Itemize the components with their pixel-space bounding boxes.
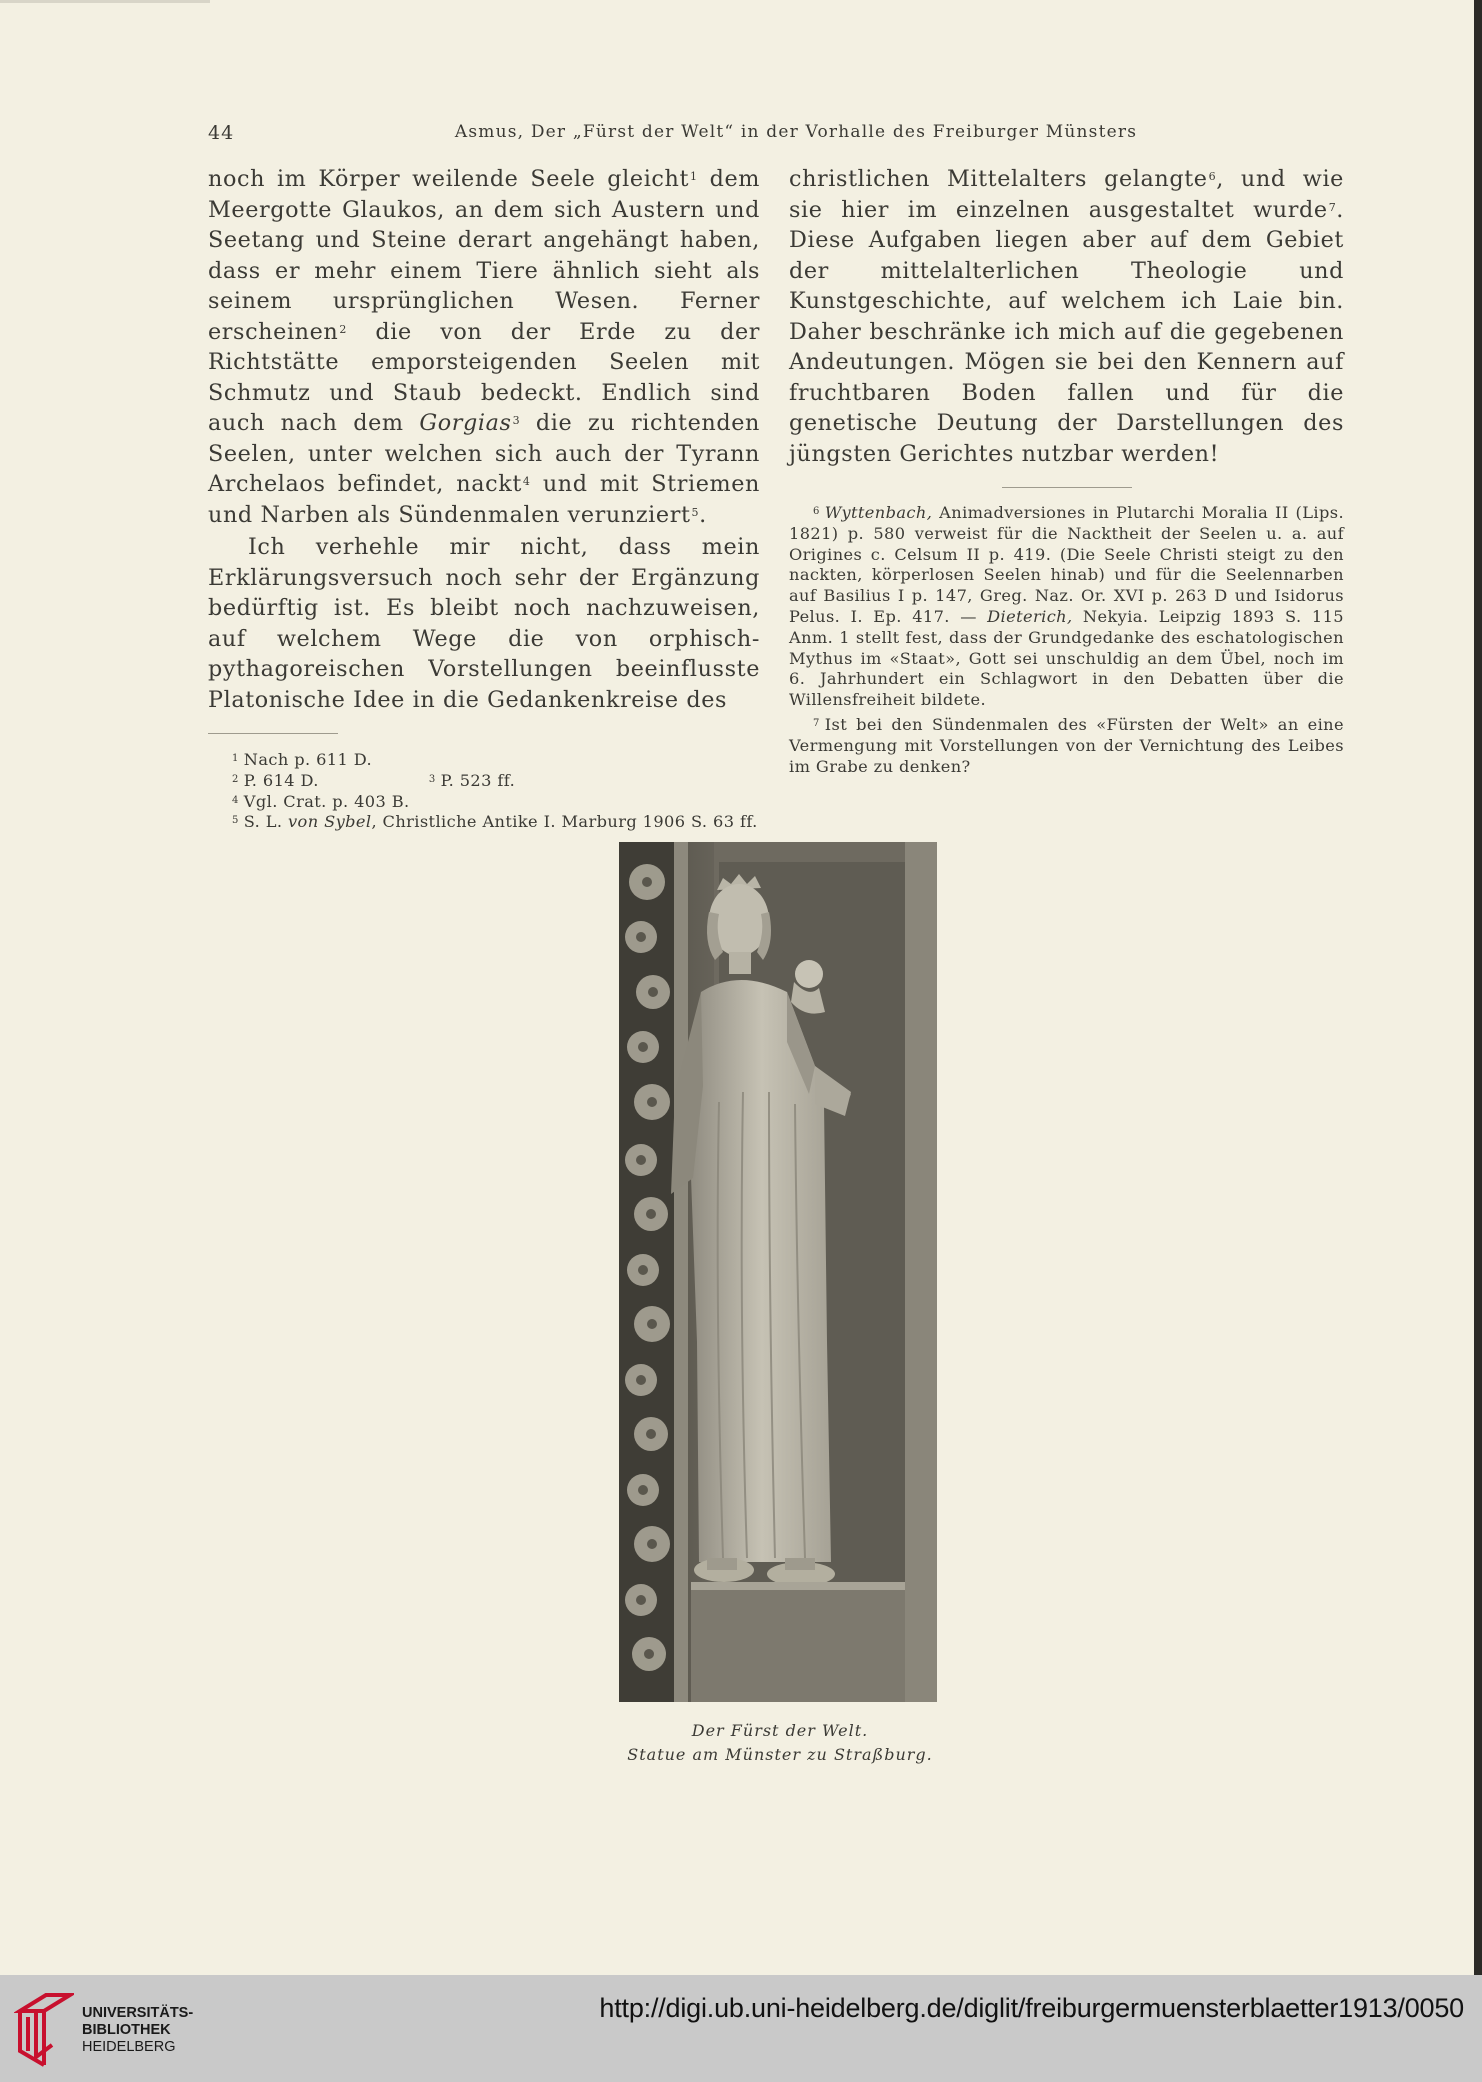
scan-top-line [0,0,210,3]
right-column [789,164,1344,777]
footnote: $^7$ Ist bei den Sündenmalen des «Fürsten der Welt» an eine Vermengung mit Vorstellungen von der Vernichtung des Leibes im Grabe zu denken? [789,714,1344,776]
running-title: Asmus, Der „Fürst der Welt“ in der Vorhalle des Freiburger Münsters [454,122,1138,142]
left-footnotes [208,750,760,833]
footnote-divider [208,733,338,734]
footnote: $^1$ Nach p. 611 D. [232,750,373,769]
caption-subtitle: Statue am Münster zu Straßburg. [627,1745,933,1764]
paragraph: Ich verhehle mir nicht, dass mein Erklärungsversuch noch sehr der Ergänzung bedürftig ist. Es bleibt noch nachzuweisen, auf welchem Wege die von orphisch-pythagoreischen Vorstellungen beeinflusste Platonische Idee in die Gedankenkreise des [208,534,760,713]
footnote-ref[interactable]: 6 [1208,170,1217,183]
footnote-ref[interactable]: 4 [522,475,531,488]
footnote-ref[interactable]: 7 [1328,200,1337,214]
footnote-ref[interactable]: 2 [339,322,347,336]
left-body-text [208,164,760,715]
library-footer [0,1975,1482,2082]
left-column [208,164,760,833]
paragraph: christlichen Mittelalters gelangte$^6$, und wie sie hier im einzelnen ausgestaltet wurde$^7$. Diese Aufgaben liegen aber auf dem Gebiet der mittelalterlichen Theologie und Kunstgeschichte, auf welchem ich Laie bin. Daher beschränke ich mich auf die gegebenen Andeutungen. Mögen sie bei den Kennern auf fruchtbaren Boden fallen und für die genetische Deutung der Darstellungen des jüngsten Gerichtes nutzbar werden! [789,166,1344,467]
footnote: $^4$ Vgl. Crat. p. 403 B. [232,791,410,811]
statue-photograph [619,842,937,1702]
page-number: 44 [208,122,235,144]
ub-heidelberg-logo-icon[interactable] [14,1987,74,2069]
footnote-divider [1002,487,1132,488]
footnote: $^5$ S. L. von Sybel, Christliche Antike I. Marburg 1906 S. 63 ff. [232,812,758,832]
paragraph: noch im Körper weilende Seele gleicht$^1$ dem Meergotte Glaukos, an dem sich Austern und Seetang und Steine derart angehängt haben, dass er mehr einem Tiere ähnlich sieht als seinem ursprünglichen Wesen. Ferner erscheinen$^2$ die von der Erde zu der Richtstätte emporsteigenden Seelen mit Schmutz und Staub bedeckt. Endlich sind auch nach dem Gorgias$^3$ die zu richtenden Seelen, unter welchen sich auch der Tyrann Archelaos befindet, nackt$^4$ und mit Striemen und Narben als Sündenmalen verunziert$^5$. [208,166,761,528]
statue-image [619,842,937,1702]
footnote: $^6$ Wyttenbach, Animadversiones in Plutarchi Moralia II (Lips. 1821) p. 580 verweist für die Nacktheit der Seelen u. a. auf Origines c. Celsum II p. 419. (Die Seele Christi steigt zu den nackten, körperlosen Seelen hinab) und für die Seelennarben auf Basilius I p. 147, Greg. Naz. Or. XVI p. 263 D und Isidorus Pelus. I. Ep. 417. — Dieterich, Nekyia. Leipzig 1893 S. 115 Anm. 1 stellt fest, dass der Grundgedanke des eschatologischen Mythus im «Staat», Gott sei unschuldig an dem Übel, noch im 6. Jahrhundert ein Schlagwort in den Debatten über die Willensfreiheit bildete. [789,503,1344,710]
page-header [208,122,1344,152]
right-footnotes [789,503,1344,777]
caption-title: Der Fürst der Welt. [691,1721,869,1740]
footnote-ref[interactable]: 3 [512,414,521,427]
footnote-ref[interactable]: 5 [691,505,700,519]
footnote-ref[interactable]: 1 [690,170,698,183]
footnote-pair: $^2$ P. 614 D. $^3$ P. 523 ff. [232,770,516,790]
work-title: Gorgias [419,410,512,436]
permalink-url[interactable]: http://digi.ub.uni-heidelberg.de/diglit/freiburgermuensterblaetter1913/0050 [599,1993,1464,2023]
scan-edge [1474,0,1482,1975]
library-name: UNIVERSITÄTS- BIBLIOTHEK HEIDELBERG [82,2005,194,2055]
right-body-text [789,164,1344,469]
figure-caption [500,1719,1060,1767]
